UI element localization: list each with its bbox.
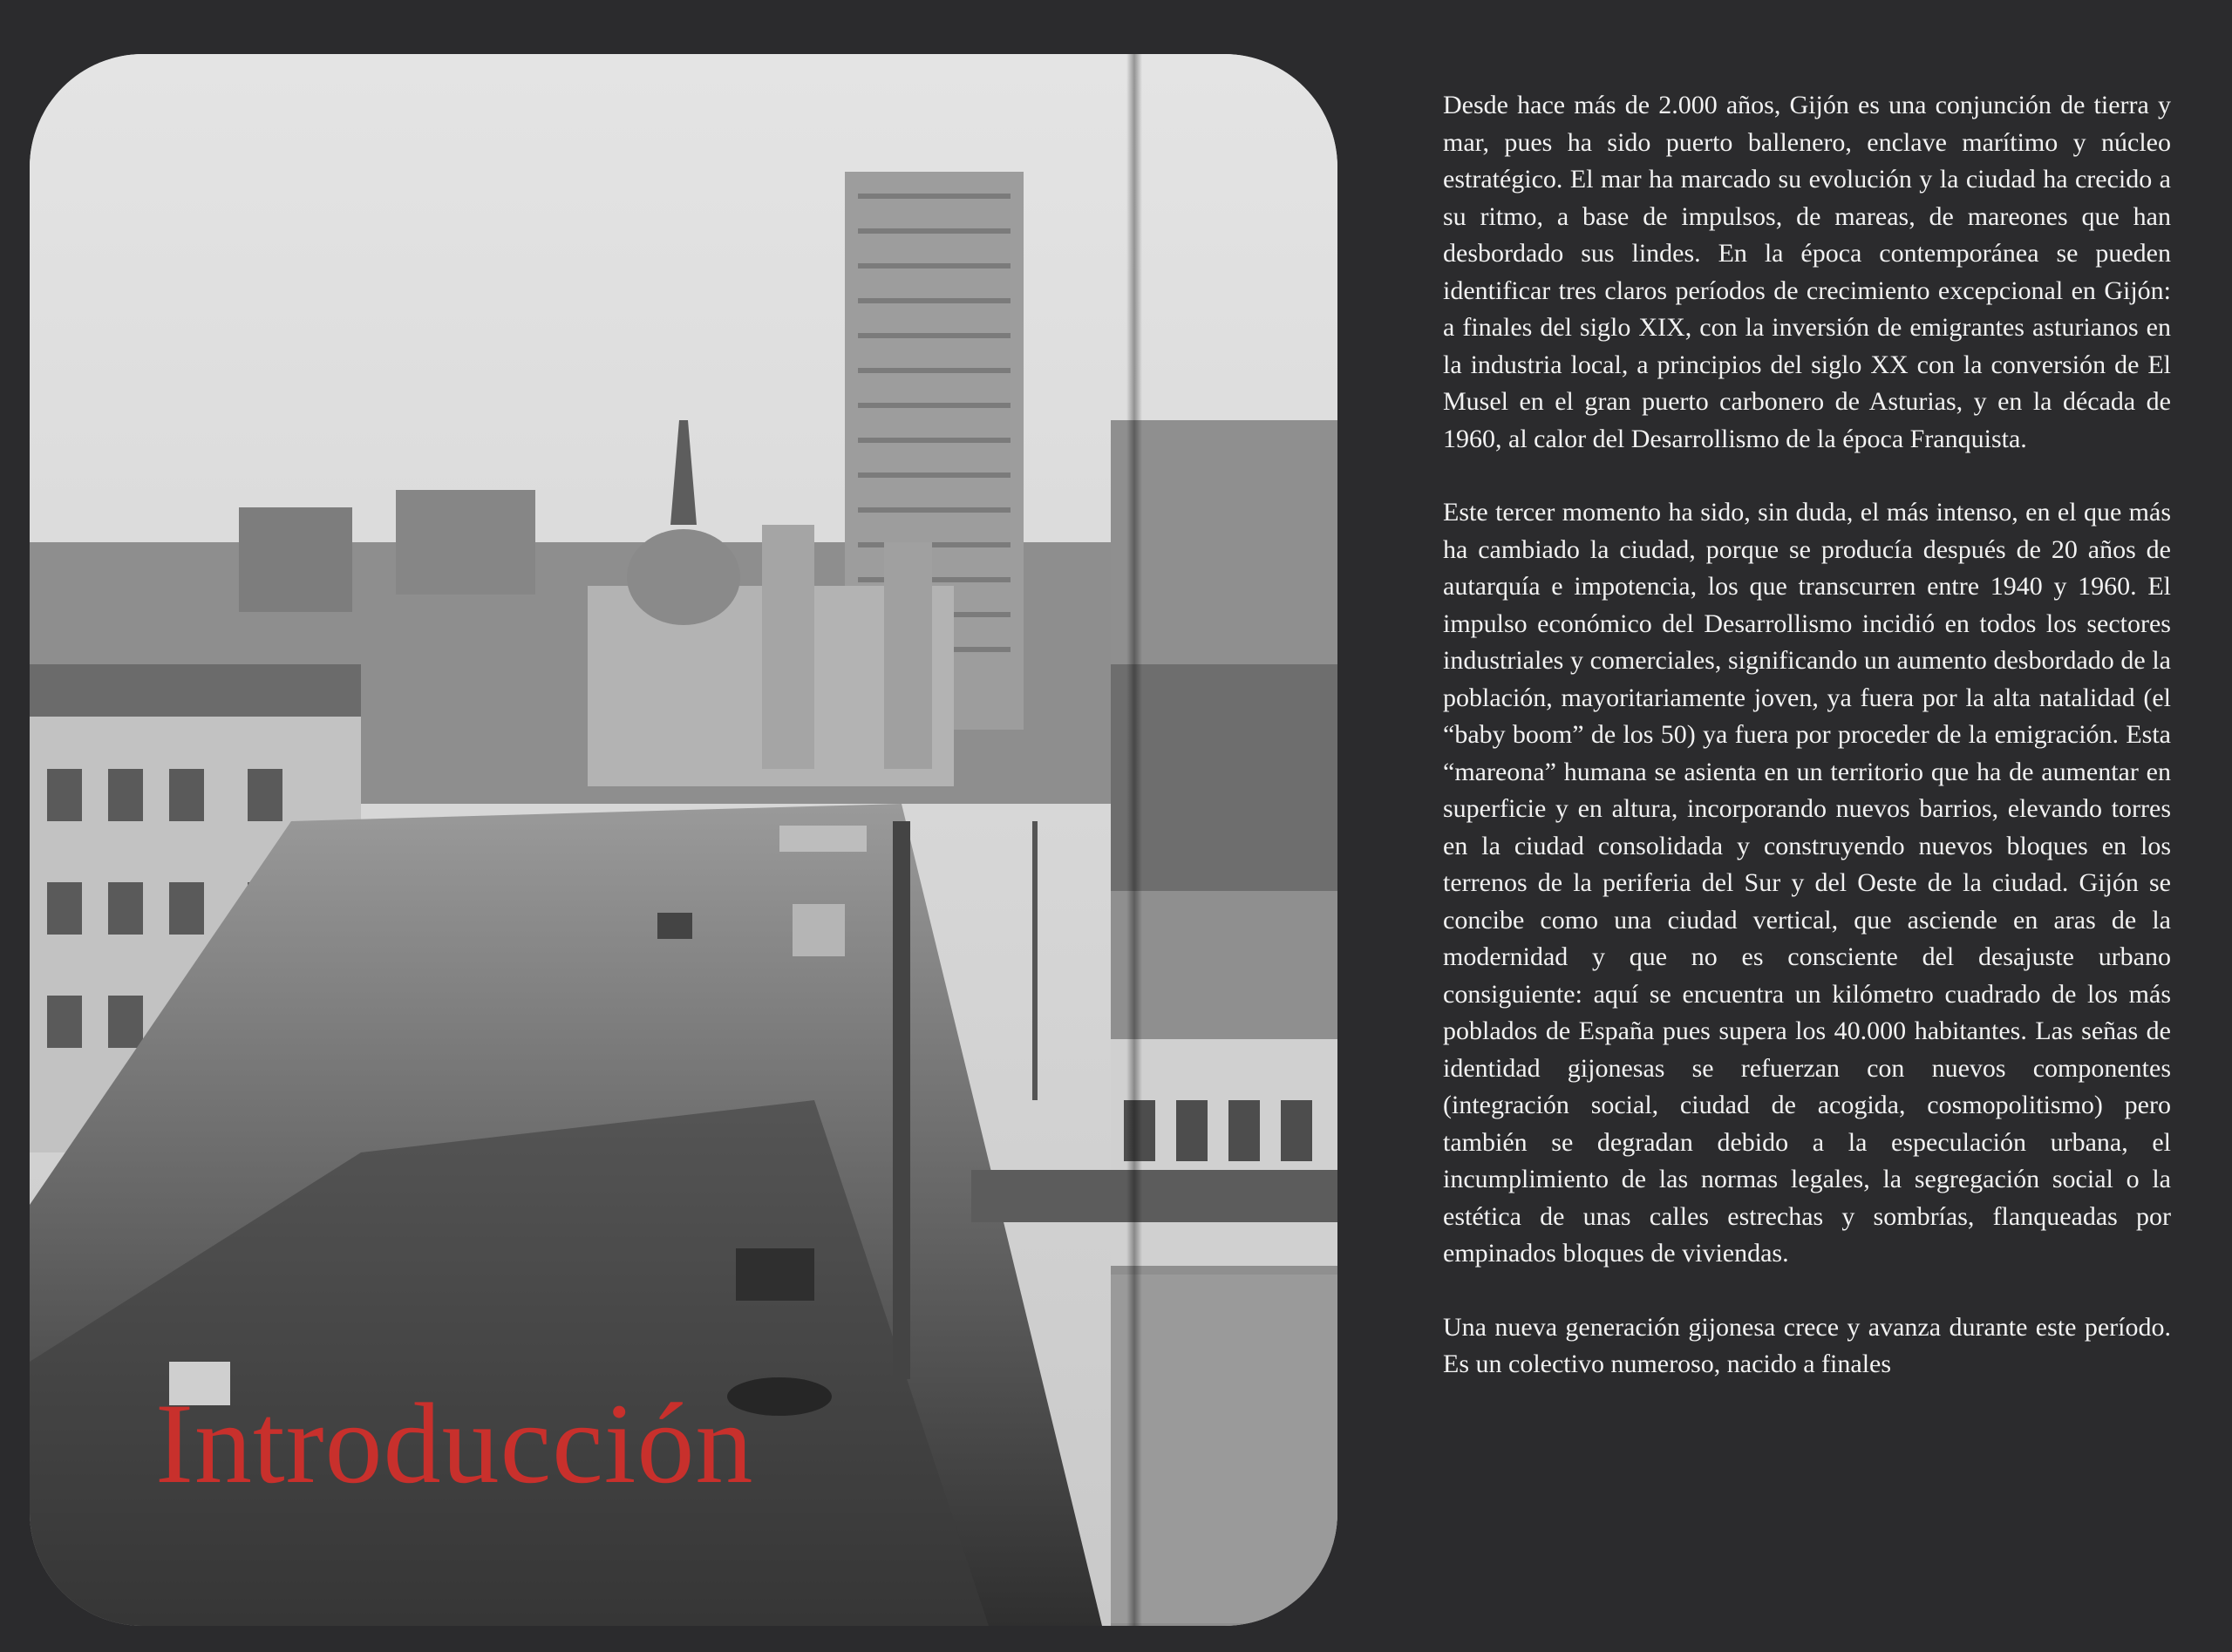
page-gutter	[1126, 54, 1142, 1626]
truck	[736, 1248, 814, 1301]
paragraph: Una nueva generación gijonesa crece y avanza durante este período. Es un colectivo numeroso, nacido a finales	[1443, 1312, 2171, 1378]
chapter-title: Introducción	[155, 1379, 754, 1507]
paragraph: Desde hace más de 2.000 años, Gijón es una conjunción de tierra y mar, pues ha sido puerto ballenero, enclave marítimo y núcleo estratégico. El mar ha marcado su evolución y la ciudad ha crecido a su ritmo, a base de impulsos, de mareas, de mareones que han desbordado sus lindes. En la época contemporánea se pueden identificar tres claros períodos de crecimiento excepcional en Gijón: a finales del siglo XIX, con la inversión de emigrantes asturianos en la industria local, a principios del siglo XX con la conversión de El Musel en el gran puerto carbonero de Asturias, y en la década de 1960, al calor del Desarrollismo de la época Franquista.	[1443, 91, 2171, 453]
body-text	[1443, 87, 2171, 1383]
paragraph: Este tercer momento ha sido, sin duda, el más intenso, en el que más ha cambiado la ciudad, porque se producía después de 20 años de autarquía e impotencia, los que transcurren entre 1940 y 1960. El impulso económico del Desarrollismo incidió en todos los sectores industriales y comerciales, significando un aumento desbordado de la población, mayoritariamente joven, ya fuera por la alta natalidad (el “baby boom” de los 50) ya fuera por proceder de la emigración. Esta “mareona” humana se asienta en un territorio que ha de aumentar en superficie y en altura, incorporando nuevos barrios, elevando torres en la ciudad consolidada y construyendo nuevos bloques en los terrenos de la periferia del Sur y del Oeste de la ciudad. Gijón se concibe como una ciudad vertical, que asciende en aras de la modernidad y que no es consciente del desajuste urbano consiguiente: aquí se encuentra un kilómetro cuadrado de los más poblados de España pues supera los 40.000 habitantes. Las señas de identidad gijonesas se refuerzan con nuevos componentes (integración social, ciudad de acogida, cosmopolitismo) pero también se degradan debido a la especulación urbana, el incumplimiento de las normas legales, la segregación social o la estética de unas calles estrechas y sombrías, flanqueadas por empinados bloques de viviendas.	[1443, 498, 2171, 1268]
